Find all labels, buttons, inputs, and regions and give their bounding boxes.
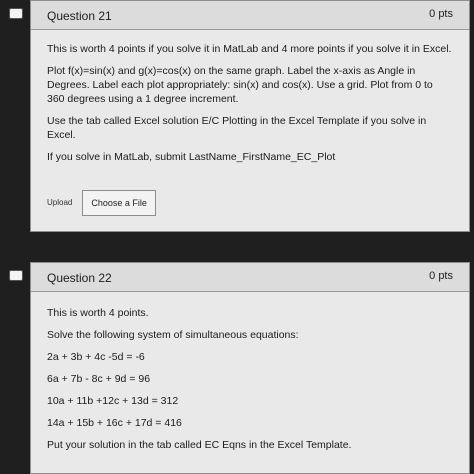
question-22-body <box>31 292 469 452</box>
flag-icon[interactable] <box>9 270 23 281</box>
question-21-paragraph: If you solve in MatLab, submit LastName_FirstName_EC_Plot <box>47 151 336 163</box>
question-21-paragraph: Use the tab called Excel solution E/C Plotting in the Excel Template if you solve in Excel. <box>47 115 427 141</box>
question-21-title: Question 21 <box>47 9 112 23</box>
question-22-points: 0 pts <box>429 270 453 282</box>
question-22-card <box>30 262 470 474</box>
question-22-instruction: Solve the following system of simultaneous equations: <box>47 329 299 341</box>
upload-row <box>47 190 453 216</box>
question-22-intro: This is worth 4 points. <box>47 307 149 319</box>
equation: 14a + 15b + 16c + 17d = 416 <box>47 417 182 429</box>
upload-label: Upload <box>47 198 73 207</box>
question-21-points: 0 pts <box>429 8 453 20</box>
question-21-card <box>30 0 470 232</box>
flag-icon[interactable] <box>9 8 23 19</box>
question-22-footer: Put your solution in the tab called EC Eqns in the Excel Template. <box>47 439 352 451</box>
equation: 6a + 7b - 8c + 9d = 96 <box>47 373 151 385</box>
question-21-paragraph: This is worth 4 points if you solve it in MatLab and 4 more points if you solve it in Excel. <box>47 43 452 55</box>
question-21-body <box>31 30 469 216</box>
equation: 10a + 11b +12c + 13d = 312 <box>47 395 179 407</box>
question-21-header <box>31 1 469 30</box>
equation: 2a + 3b + 4c -5d = -6 <box>47 351 145 363</box>
question-22-title: Question 22 <box>47 271 112 285</box>
question-21-paragraph: Plot f(x)=sin(x) and g(x)=cos(x) on the same graph. Label the x-axis as Angle in Degrees. Label each plot appropriately: sin(x) and cos(x). Use a grid. Plot from 0 to 360 degrees using a 1 degree increment. <box>47 65 433 105</box>
question-22-header <box>31 263 469 292</box>
choose-file-button[interactable]: Choose a File <box>82 190 156 216</box>
